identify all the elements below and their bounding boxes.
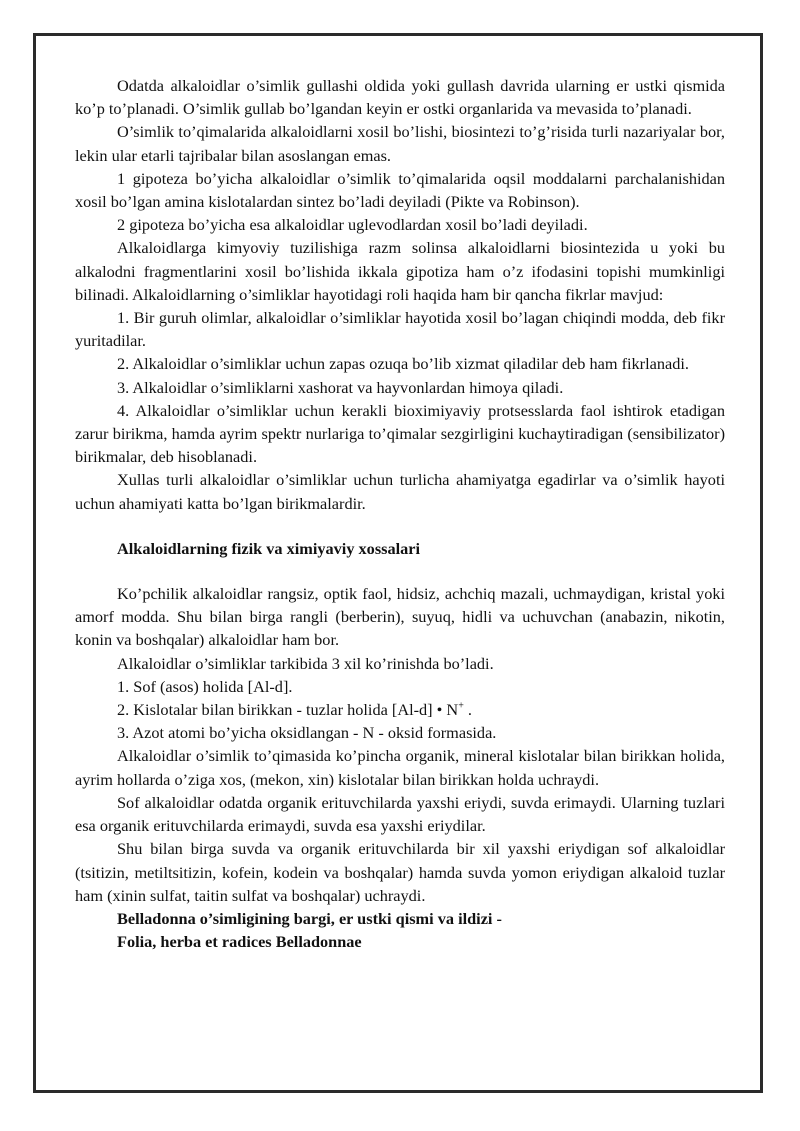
section-heading: Alkaloidlarning fizik va ximiyaviy xossalari	[117, 538, 421, 558]
list-item-end: .	[463, 700, 472, 720]
paragraph: Xullas turli alkaloidlar o’simliklar uchun turlicha ahamiyatga egadirlar va o’simlik hayoti uchun ahamiyati katta bo’lgan birikmalardir.	[75, 470, 725, 513]
list-item: 3. Alkaloidlar o’simliklarni xashorat va hayvonlardan himoya qiladi.	[117, 377, 564, 397]
charge-superscript: +	[458, 700, 464, 712]
paragraph: 1 gipoteza bo’yicha alkaloidlar o’simlik to’qimalarida oqsil moddalarni parchalanishidan xosil bo’lgan amina kislotalardan sintez bo’ladi deyiladi (Pikte va Robinson).	[75, 168, 725, 212]
subsection-heading: Belladonna o’simligining bargi, er ustki qismi va ildizi -	[117, 908, 502, 928]
list-item	[75, 698, 725, 721]
paragraph: Odatda alkaloidlar o’simlik gullashi oldida yoki gullash davrida ularning er ustki qismida ko’p to’planadi. O’simlik gullab bo’lgandan keyin er ostki organlarida va mevasida to’planadi.	[75, 76, 725, 119]
document-body	[75, 74, 725, 953]
paragraph: Alkaloidlar o’simlik to’qimasida ko’pincha organik, mineral kislotalar bilan birikkan holida, ayrim hollarda o’ziga xos, (mekon, xin) kislotalar bilan birikkan holda uchraydi.	[75, 746, 725, 789]
list-item: 2. Alkaloidlar o’simliklar uchun zapas ozuqa bo’lib xizmat qiladilar deb ham fikrlanadi.	[117, 354, 689, 374]
list-item-text: 2. Kislotalar bilan birikkan - tuzlar holida [Al-d] • N	[117, 700, 459, 720]
paragraph: Ko’pchilik alkaloidlar rangsiz, optik faol, hidsiz, achchiq mazali, uchmaydigan, kristal yoki amorf modda. Shu bilan birga rangli (berberin), suyuq, hidli va uchuvchan (anabazin, nikotin, konin va boshqalar) alkaloidlar ham bor.	[75, 584, 725, 650]
list-item: 1. Sof (asos) holida [Al-d].	[117, 676, 293, 696]
list-item: 4. Alkaloidlar o’simliklar uchun kerakli bioximiyaviy protsesslarda faol ishtirok etadigan zarur birikma, hamda ayrim spektr nurlariga to’qimalar sezgirligini kuchaytiradigan (sensibilizator) birikmalar, deb hisoblanadi.	[75, 400, 725, 467]
paragraph: 2 gipoteza bo’yicha esa alkaloidlar uglevodlardan xosil bo’ladi deyiladi.	[117, 215, 588, 235]
list-item: 3. Azot atomi bo’yicha oksidlangan - N - oksid formasida.	[117, 723, 497, 743]
paragraph: Shu bilan birga suvda va organik erituvchilarda bir xil yaxshi eriydigan sof alkaloidlar (tsitizin, metiltsitizin, kofein, kodein va boshqalar) hamda suvda yomon eriydigan alkaloid tuzlar ham (xinin sulfat, taitin sulfat va boshqalar) uchraydi.	[75, 839, 725, 905]
paragraph: O’simlik to’qimalarida alkaloidlarni xosil bo’lishi, biosintezi to’g’risida turli nazariyalar bor, lekin ular etarli tajribalar bilan asoslangan emas.	[75, 122, 725, 165]
subsection-heading-latin: Folia, herba et radices Belladonnae	[117, 932, 362, 952]
paragraph: Sof alkaloidlar odatda organik erituvchilarda yaxshi eriydi, suvda erimaydi. Ularning tuzlari esa organik erituvchilarda erimaydi, suvda esa yaxshi eriydilar.	[75, 792, 725, 836]
paragraph: Alkaloidlarga kimyoviy tuzilishiga razm solinsa alkaloidlarni biosintezida u yoki bu alkalodni fragmentlarini xosil bo’lishida ikkala gipotiza ham o’z ifodasini topishi mumkinligi bilinadi. Alkaloidlarning o’simliklar hayotidagi roli haqida ham bir qancha fikrlar mavjud:	[75, 238, 725, 304]
paragraph: Alkaloidlar o’simliklar tarkibida 3 xil ko’rinishda bo’ladi.	[117, 653, 494, 673]
list-item: 1. Bir guruh olimlar, alkaloidlar o’simliklar hayotida xosil bo’lagan chiqindi modda, deb fikr yuritadilar.	[75, 308, 725, 351]
